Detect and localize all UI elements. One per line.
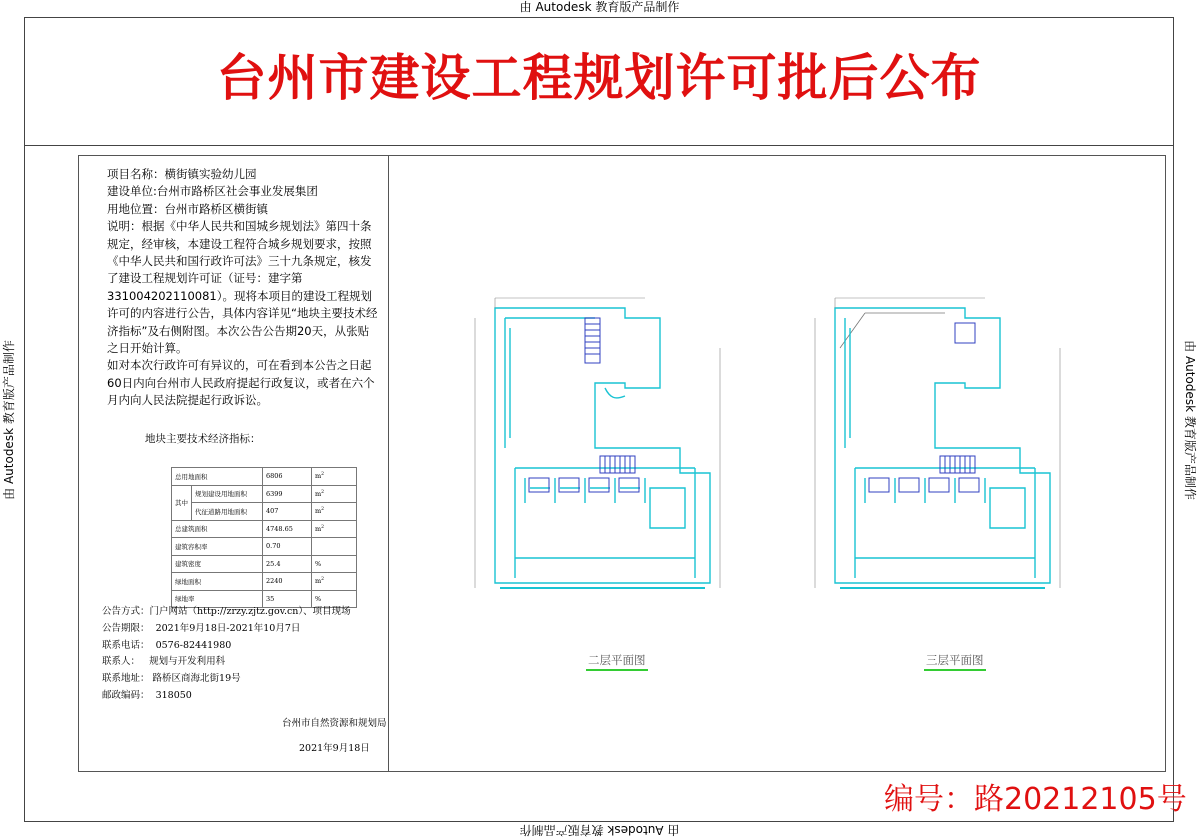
table-cell-value: 35 — [263, 590, 312, 608]
table-cell-value: 6806 — [263, 468, 312, 486]
page-title: 台州市建设工程规划许可批后公布 — [216, 49, 982, 107]
table-row — [172, 485, 357, 503]
table-cell-label: 总建筑面积 — [172, 520, 263, 538]
table-cell-value: 4748.65 — [263, 520, 312, 538]
table-cell-label: 建筑密度 — [172, 555, 263, 573]
table-cell-value: 0.70 — [263, 538, 312, 556]
meta-period: 公告期限： 2021年9月18日-2021年10月7日 — [102, 622, 301, 634]
description: 说明：根据《中华人民共和国城乡规划法》第四十条规定，经审核，本建设工程符合城乡规划要求，按照《中华人民共和国行政许可法》三十九条规定，核发了建设工程规划许可证（证号：建字第331004202110081）。现将本项目的建设工程规划许可的内容进行公告，具体内容详见“地块主要技术经济指标”及右侧附图。本次公告公告期20天，从张贴之日开始计算。 — [107, 219, 378, 356]
meta-phone: 联系电话： 0576-82441980 — [102, 639, 232, 651]
table-row — [172, 468, 357, 486]
plan-title-left: 二层平面图 — [586, 652, 648, 671]
table-cell-unit: $m^2$ — [312, 573, 357, 591]
table-cell-unit: % — [312, 555, 357, 573]
meta-contact: 联系人： 规划与开发利用科 — [102, 656, 226, 668]
table-cell-label: 总用地面积 — [172, 468, 263, 486]
panel-divider — [388, 155, 389, 772]
table-cell-value: 2240 — [263, 573, 312, 591]
table-cell-value: 25.4 — [263, 555, 312, 573]
issuer: 台州市自然资源和规划局 — [282, 718, 387, 729]
table-row — [172, 503, 357, 521]
indicators-table — [171, 467, 357, 608]
meta-method: 公告方式：门户网站（http://zrzy.zjtz.gov.cn）、项目现场 — [102, 606, 351, 617]
announcement-meta — [102, 604, 351, 705]
title-divider — [24, 145, 1174, 146]
table-cell-unit: $m^2$ — [312, 468, 357, 486]
indicators-title: 地块主要技术经济指标： — [145, 433, 261, 445]
table-cell-label: 建筑容积率 — [172, 538, 263, 556]
location: 用地位置：台州市路桥区横街镇 — [107, 201, 268, 216]
objection-note: 如对本次行政许可有异议的，可在看到本公告之日起60日内向台州市人民政府提起行政复议，或者在六个月内向人民法院提起行政诉讼。 — [107, 358, 375, 408]
plan-title-right: 三层平面图 — [924, 652, 986, 671]
project-name: 项目名称：横街镇实验幼儿园 — [107, 167, 257, 181]
meta-address: 联系地址： 路桥区商海北街19号 — [102, 673, 241, 685]
builder: 建设单位:台州市路桥区社会事业发展集团 — [107, 184, 318, 199]
table-cell-label: 规划建设用地面积 — [192, 485, 263, 503]
meta-postcode: 邮政编码： 318050 — [102, 689, 192, 701]
floor-plan-left — [455, 288, 735, 618]
table-row — [172, 555, 357, 573]
table-row — [172, 573, 357, 591]
table-row — [172, 538, 357, 556]
watermark-bottom: 由 Autodesk 教育版产品制作 — [519, 823, 680, 837]
watermark-top: 由 Autodesk 教育版产品制作 — [519, 0, 680, 14]
project-info — [107, 166, 379, 410]
table-cell-label: 绿地面积 — [172, 573, 263, 591]
table-cell-unit: $m^2$ — [312, 503, 357, 521]
table-row — [172, 520, 357, 538]
table-cell-group: 其中 — [172, 485, 192, 520]
table-cell-value: 407 — [263, 503, 312, 521]
serial-number: 编号：路20212105号 — [884, 782, 1187, 817]
issue-date: 2021年9月18日 — [299, 743, 370, 754]
table-cell-label: 代征道路用地面积 — [192, 503, 263, 521]
table-cell-unit: % — [312, 590, 357, 608]
floor-plan-right — [795, 288, 1075, 618]
table-cell-label: 绿地率 — [172, 590, 263, 608]
table-cell-value: 6399 — [263, 485, 312, 503]
table-cell-unit — [312, 538, 357, 556]
table-cell-unit: $m^2$ — [312, 520, 357, 538]
table-cell-unit: $m^2$ — [312, 485, 357, 503]
